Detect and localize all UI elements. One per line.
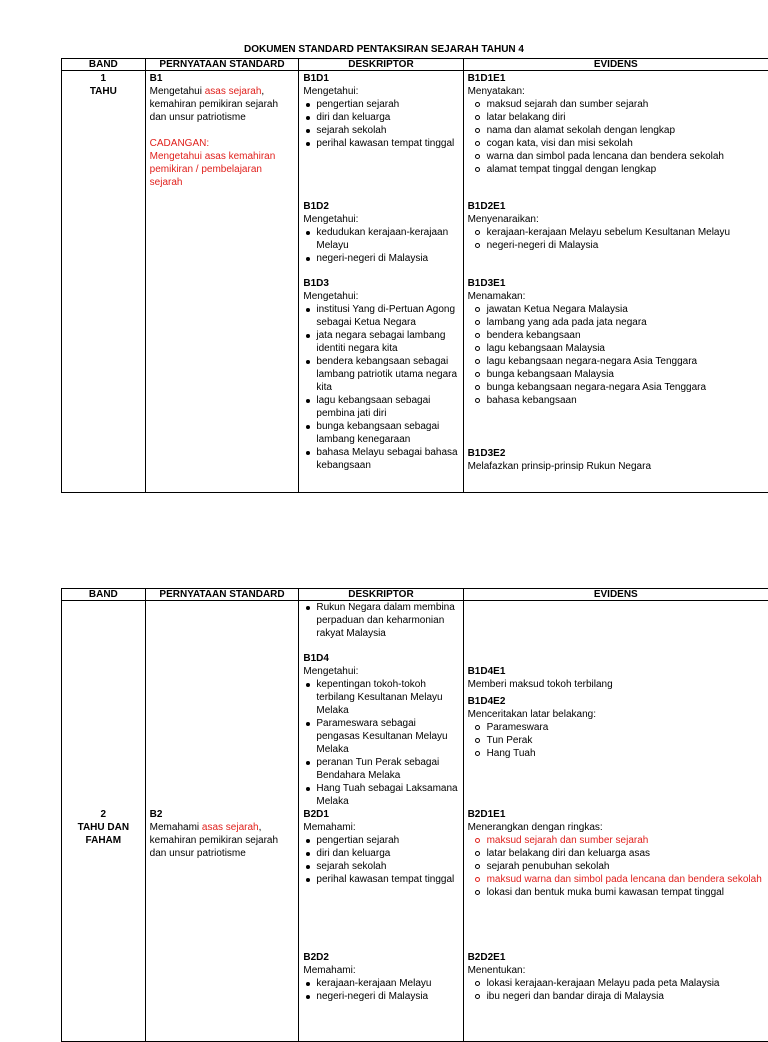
list-item: bendera kebangsaan sebagai lambang patriotik utama negara kita [303, 355, 458, 394]
evidence-b1d4e2 [468, 691, 764, 808]
list-item: bendera kebangsaan [468, 329, 764, 342]
evidence-lead: Menyatakan: [468, 85, 764, 98]
band-name: TAHU [66, 85, 141, 98]
standard-text [150, 822, 278, 859]
list-item: negeri-negeri di Malaysia [303, 252, 458, 265]
list-item: lokasi kerajaan-kerajaan Melayu pada peta Malaysia [468, 977, 764, 990]
descriptor-b1d4 [303, 652, 458, 808]
evidence-code: B1D4E1 [468, 665, 764, 678]
list-item: pengertian sejarah [303, 98, 458, 111]
descriptor-code: B1D4 [303, 652, 458, 665]
descriptor-lead: Mengetahui: [303, 290, 458, 303]
evidence-lead: Menceritakan latar belakang: [468, 708, 764, 721]
standard-text-post: , kemahiran pemikiran sejarah dan unsur patriotisme [150, 86, 278, 123]
list-item: bunga kebangsaan sebagai lambang kenegaraan [303, 420, 458, 446]
header-pernyataan-standard: PERNYATAAN STANDARD [145, 589, 299, 601]
descriptor-lead: Mengetahui: [303, 85, 458, 98]
descriptor-b1d1 [303, 72, 458, 200]
evidence-b1d4e1 [468, 665, 764, 691]
list-item: perihal kawasan tempat tinggal [303, 137, 458, 150]
list-item: Hang Tuah sebagai Laksamana Melaka [303, 782, 458, 808]
list-item: lambang yang ada pada jata negara [468, 316, 764, 329]
header-evidens: EVIDENS [463, 589, 768, 601]
document-title: DOKUMEN STANDARD PENTAKSIRAN SEJARAH TAHUN 4 [0, 44, 768, 55]
list-item: negeri-negeri di Malaysia [468, 239, 764, 252]
descriptor-cell [299, 601, 463, 1042]
list-item: pengertian sejarah [303, 834, 458, 847]
list-item: sejarah sekolah [303, 860, 458, 873]
list-item: kerajaan-kerajaan Melayu sebelum Kesultanan Melayu [468, 226, 764, 239]
header-deskriptor: DESKRIPTOR [299, 589, 463, 601]
descriptor-lead: Mengetahui: [303, 213, 458, 226]
descriptor-lead: Memahami: [303, 964, 458, 977]
list-item: perihal kawasan tempat tinggal [303, 873, 458, 886]
list-item: Hang Tuah [468, 747, 764, 760]
descriptor-code: B1D3 [303, 277, 458, 290]
standard-text-highlight: asas sejarah [205, 86, 262, 97]
descriptor-code: B1D1 [303, 72, 458, 85]
descriptor-lead: Mengetahui: [303, 665, 458, 678]
list-item: institusi Yang di-Pertuan Agong sebagai Ketua Negara [303, 303, 458, 329]
evidence-b2d2e1 [468, 951, 764, 1003]
evidence-code: B1D3E2 [468, 447, 764, 460]
list-item: diri dan keluarga [303, 111, 458, 124]
band-number: 1 [66, 72, 141, 85]
table-header-row [62, 59, 768, 71]
list-item: peranan Tun Perak sebagai Bendahara Melaka [303, 756, 458, 782]
list-item: maksud sejarah dan sumber sejarah [468, 98, 764, 111]
assessment-table-2 [61, 588, 768, 1042]
evidence-b1d1e1 [468, 72, 764, 200]
evidence-lead: Menentukan: [468, 964, 764, 977]
list-item: lagu kebangsaan Malaysia [468, 342, 764, 355]
standard-text-pre: Mengetahui [150, 86, 205, 97]
list-item: maksud warna dan simbol pada lencana dan bendera sekolah [468, 873, 764, 886]
band-cell [62, 601, 146, 1042]
list-item: sejarah penubuhan sekolah [468, 860, 764, 873]
evidence-lead: Menamakan: [468, 290, 764, 303]
band-number: 2 [66, 808, 141, 821]
evidence-lead: Menyenaraikan: [468, 213, 764, 226]
standard-text-post: , kemahiran pemikiran sejarah dan unsur patriotisme [150, 822, 278, 859]
list-item: Parameswara sebagai pengasas Kesultanan Melayu Melaka [303, 717, 458, 756]
standard-text-highlight: asas sejarah [202, 822, 259, 833]
evidence-code: B1D2E1 [468, 200, 764, 213]
assessment-table-1 [61, 58, 768, 493]
list-item: lagu kebangsaan sebagai pembina jati diri [303, 394, 458, 420]
evidence-code: B2D1E1 [468, 808, 764, 821]
table-header-row [62, 589, 768, 601]
header-evidens: EVIDENS [463, 59, 768, 71]
list-item: bahasa Melayu sebagai bahasa kebangsaan [303, 446, 458, 472]
list-item: bahasa kebangsaan [468, 394, 764, 407]
header-pernyataan-standard: PERNYATAAN STANDARD [145, 59, 299, 71]
evidence-code: B2D2E1 [468, 951, 764, 964]
list-item: Tun Perak [468, 734, 764, 747]
descriptor-cell [299, 71, 463, 493]
list-item: cogan kata, visi dan misi sekolah [468, 137, 764, 150]
list-item: latar belakang diri dan keluarga asas [468, 847, 764, 860]
descriptor-lead: Memahami: [303, 821, 458, 834]
standard-text [150, 86, 278, 123]
header-band: BAND [62, 589, 146, 601]
evidence-text: Memberi maksud tokoh terbilang [468, 678, 764, 691]
header-deskriptor: DESKRIPTOR [299, 59, 463, 71]
list-item: bunga kebangsaan Malaysia [468, 368, 764, 381]
descriptor-code: B2D1 [303, 808, 458, 821]
standard-cell [145, 601, 299, 1042]
evidence-lead: Menerangkan dengan ringkas: [468, 821, 764, 834]
list-item: kerajaan-kerajaan Melayu [303, 977, 458, 990]
evidence-cell [463, 601, 768, 1042]
band-name: TAHU DAN FAHAM [66, 821, 141, 847]
evidence-code: B1D4E2 [468, 695, 764, 708]
standard-text-pre: Memahami [150, 822, 202, 833]
evidence-b1d3e1 [468, 277, 764, 447]
list-item: sejarah sekolah [303, 124, 458, 137]
descriptor-b2d2 [303, 951, 458, 1003]
list-item: ibu negeri dan bandar diraja di Malaysia [468, 990, 764, 1003]
list-item: diri dan keluarga [303, 847, 458, 860]
evidence-b2d1e1 [468, 808, 764, 951]
descriptor-b2d1 [303, 808, 458, 951]
standard-cell [145, 71, 299, 493]
table-row [62, 601, 768, 1042]
cadangan-text: Mengetahui asas kemahiran pemikiran / pembelajaran sejarah [150, 150, 295, 189]
list-item: latar belakang diri [468, 111, 764, 124]
standard-code: B2 [150, 808, 295, 821]
list-item: kepentingan tokoh-tokoh terbilang Kesultanan Melayu Melaka [303, 678, 458, 717]
list-item: jawatan Ketua Negara Malaysia [468, 303, 764, 316]
list-item: lagu kebangsaan negara-negara Asia Tenggara [468, 355, 764, 368]
table-row [62, 71, 768, 493]
band-cell [62, 71, 146, 493]
evidence-cell [463, 71, 768, 493]
list-item: maksud sejarah dan sumber sejarah [468, 834, 764, 847]
list-item: Rukun Negara dalam membina perpaduan dan keharmonian rakyat Malaysia [303, 601, 458, 640]
evidence-text: Melafazkan prinsip-prinsip Rukun Negara [468, 460, 764, 473]
standard-code: B1 [150, 72, 295, 85]
list-item: nama dan alamat sekolah dengan lengkap [468, 124, 764, 137]
descriptor-b1d2 [303, 200, 458, 277]
evidence-b1d2e1 [468, 200, 764, 277]
evidence-code: B1D3E1 [468, 277, 764, 290]
evidence-code: B1D1E1 [468, 72, 764, 85]
list-item: jata negara sebagai lambang identiti negara kita [303, 329, 458, 355]
descriptor-b1d3 [303, 277, 458, 472]
list-item: alamat tempat tinggal dengan lengkap [468, 163, 764, 176]
list-item: warna dan simbol pada lencana dan bendera sekolah [468, 150, 764, 163]
list-item: bunga kebangsaan negara-negara Asia Tenggara [468, 381, 764, 394]
list-item: Parameswara [468, 721, 764, 734]
descriptor-continuation [303, 601, 458, 652]
list-item: lokasi dan bentuk muka bumi kawasan tempat tinggal [468, 886, 764, 899]
descriptor-code: B1D2 [303, 200, 458, 213]
list-item: kedudukan kerajaan-kerajaan Melayu [303, 226, 458, 252]
cadangan-label: CADANGAN: [150, 137, 295, 150]
evidence-b1d3e2 [468, 447, 764, 473]
list-item: negeri-negeri di Malaysia [303, 990, 458, 1003]
header-band: BAND [62, 59, 146, 71]
descriptor-code: B2D2 [303, 951, 458, 964]
